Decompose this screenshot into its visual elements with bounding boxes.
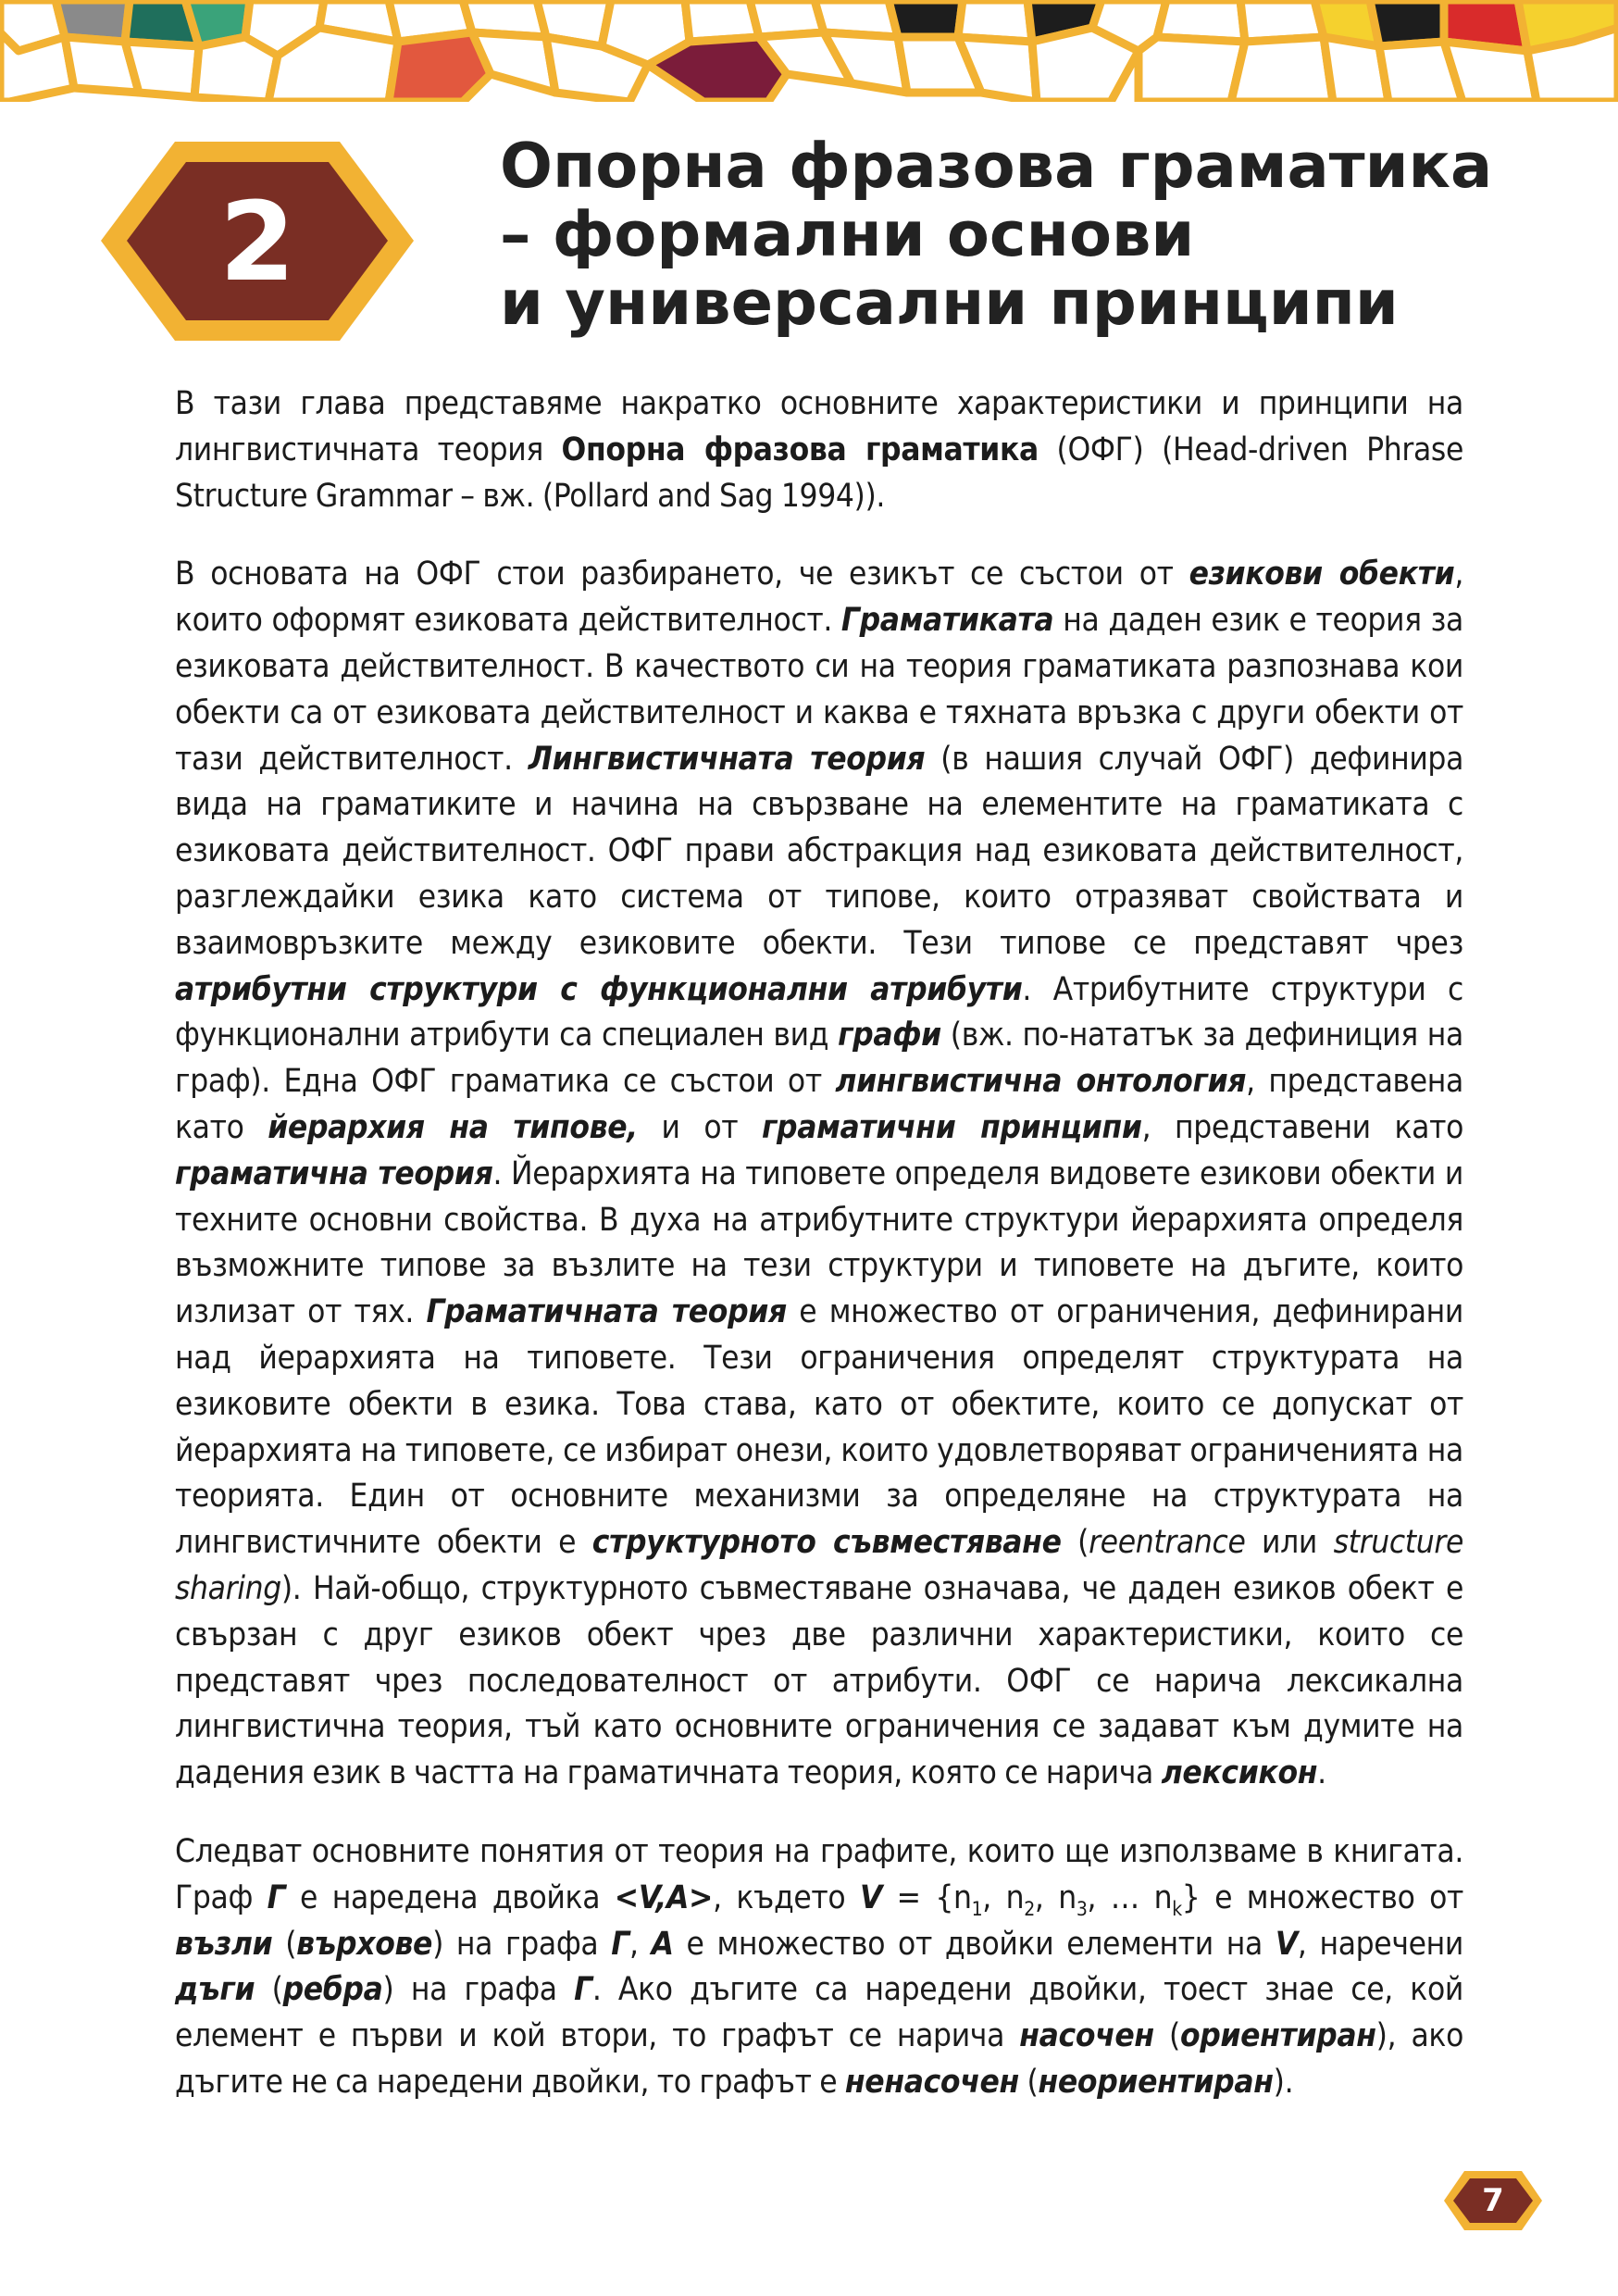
chapter-title xyxy=(500,131,1574,337)
page-number: 7 xyxy=(1482,2182,1504,2219)
chapter-title-line-3: и универсални принципи xyxy=(500,267,1399,339)
body-text xyxy=(175,381,1463,2139)
emphasis-term: V xyxy=(859,1878,882,1916)
text-run: . xyxy=(1317,1754,1326,1792)
text-run: е наредена двойка xyxy=(285,1878,615,1916)
text-run: ) на графа xyxy=(432,1925,612,1963)
emphasis-term: Граматичната теория xyxy=(426,1293,787,1331)
paragraph-hpsg-foundations xyxy=(175,552,1463,1797)
chapter-title-line-2: – формални основи xyxy=(500,198,1195,270)
text-run: , които оформят езиковата действителност. xyxy=(175,555,1463,640)
text-run: ( xyxy=(255,1971,283,2009)
text-run: ( xyxy=(1018,2063,1039,2101)
text-run: В тази глава представяме накратко основните характеристики и принципи на лингвистичната теория xyxy=(175,385,1463,468)
emphasis-term: граматична теория xyxy=(175,1154,493,1192)
emphasis-term: V xyxy=(1275,1925,1298,1963)
text-run: ) на графа xyxy=(382,1971,575,2009)
text-run: ). xyxy=(1273,2063,1294,2101)
text-run: е множество от двойки елементи на xyxy=(673,1925,1276,1963)
emphasis-term: Граматиката xyxy=(840,602,1054,640)
subscript: k xyxy=(1172,1897,1182,1920)
mosaic-header xyxy=(0,0,1618,102)
text-run: В основата на ОФГ стои разбирането, че езикът се състои от xyxy=(175,555,1189,593)
text-run: , наречени xyxy=(1297,1925,1463,1963)
emphasis-term: A xyxy=(651,1925,674,1963)
subscript: 3 xyxy=(1076,1897,1088,1920)
emphasis-term: дъги xyxy=(175,1971,255,2009)
text-run: ( xyxy=(1153,2017,1180,2055)
paragraph-graph-theory xyxy=(175,1829,1463,2106)
emphasis-term: граматични принципи xyxy=(761,1108,1142,1146)
emphasis-term: Г xyxy=(611,1925,629,1963)
text-run: и от xyxy=(637,1108,762,1146)
text-run: . Атрибутните структури с функционални атрибути са специален вид xyxy=(175,970,1463,1054)
emphasis-term: йерархия на типове, xyxy=(268,1108,638,1146)
text-run: . Ако дъгите са наредени двойки, тоест знае се, кой елемент е първи и кой втори, то графът се нарича xyxy=(175,1971,1463,2055)
emphasis-term: лингвистична онтология xyxy=(835,1063,1247,1101)
text-run: , представени като xyxy=(1141,1108,1463,1146)
text-run: (вж. по-нататък за дефиниция на граф). Една ОФГ граматика се състои от xyxy=(175,1017,1463,1101)
text-run: или xyxy=(1245,1524,1334,1562)
paragraph-intro xyxy=(175,381,1463,519)
text-run: е множество от ограничения, дефинирани над йерархията на типовете. Тези ограничения определят структурата на езиковите обекти в езика. Това става, като от обектите, които се допускат от йерархията на типовете, се избират онези, които удовлетворяват ограниченията на теорията. Един от основните механизми за определяне на структурата на лингвистичните обекти е xyxy=(175,1293,1463,1562)
text-run: ( xyxy=(1061,1524,1089,1562)
chapter-number: 2 xyxy=(218,177,296,306)
emphasis-term: неориентиран xyxy=(1038,2063,1274,2101)
text-run: ). Най-общо, структурното съвместяване означава, че даден езиков обект е свързан с друг езиков обект чрез две различни характеристики, които се представят чрез последователност от атрибути. ОФГ се нарича лексикална лингвистична теория, тъй като основните ограничения се задават към думите на дадения език в частта на граматичната теория, която се нарича xyxy=(175,1569,1463,1792)
emphasis-term: Лингвистичната теория xyxy=(528,740,926,778)
emphasis-term: <V,A> xyxy=(614,1878,714,1916)
text-run: на даден език е теория за езиковата действителност. В качеството си на теория граматиката разпознава кои обекти са от езиковата действителност и каква е тяхната връзка с други обекти от тази действителност. xyxy=(175,602,1464,778)
emphasis-term: ненасочен xyxy=(844,2063,1019,2101)
text-run: ( xyxy=(272,1925,297,1963)
emphasis-term: възли xyxy=(175,1925,273,1963)
emphasis-term: Опорна фразова граматика xyxy=(561,430,1039,468)
emphasis-term: reentrance xyxy=(1089,1524,1246,1562)
emphasis-term: лексикон xyxy=(1161,1754,1318,1792)
subscript: 2 xyxy=(1024,1897,1035,1920)
text-run: = {n xyxy=(881,1878,972,1916)
emphasis-term: Г xyxy=(267,1878,286,1916)
text-run: ), ако дъгите не са наредени двойки, то графът е xyxy=(175,2017,1463,2101)
emphasis-term: ребра xyxy=(282,1971,383,2009)
text-run: , xyxy=(629,1925,652,1963)
emphasis-term: structure sharing xyxy=(175,1524,1463,1607)
emphasis-term: графи xyxy=(838,1017,941,1054)
text-run: , където xyxy=(713,1878,860,1916)
emphasis-term: Г xyxy=(574,1971,592,2009)
text-run: , представена като xyxy=(175,1063,1463,1146)
subscript: 1 xyxy=(971,1897,983,1920)
text-run: , … n xyxy=(1087,1878,1173,1916)
emphasis-term: насочен xyxy=(1019,2017,1154,2055)
text-run: , n xyxy=(982,1878,1025,1916)
emphasis-term: структурното съвместяване xyxy=(591,1524,1062,1562)
text-run: } е множество от xyxy=(1181,1878,1464,1916)
text-run: Следват основните понятия от теория на графите, които ще използваме в книгата. Граф xyxy=(175,1832,1463,1916)
emphasis-term: върхове xyxy=(296,1925,433,1963)
text-run: . Йерархията на типовете определя видовете езикови обекти и техните основни свойства. В духа на атрибутните структури йерархията определя възможните типове за възлите на тези структури и типовете на дъгите, които излизат от тях. xyxy=(175,1154,1464,1331)
emphasis-term: ориентиран xyxy=(1179,2017,1376,2055)
chapter-title-line-1: Опорна фразова граматика xyxy=(500,130,1493,202)
emphasis-term: езикови обекти xyxy=(1189,555,1455,593)
text-run: , n xyxy=(1034,1878,1077,1916)
emphasis-term: атрибутни структури с функционални атрибути xyxy=(175,970,1023,1008)
text-run: (ОФГ) (Head-driven Phrase Structure Grammar – вж. (Pollard and Sag 1994)). xyxy=(175,430,1463,515)
text-run: (в нашия случай ОФГ) дефинира вида на граматиките и начина на свързване на елементите на граматиката с езиковата действителност. ОФГ прави абстракция над езиковата действителност, разглеждайки езика като система от типове, които отразяват свойствата и взаимовръзките между езиковите обекти. Тези типове се представят чрез xyxy=(175,740,1464,962)
